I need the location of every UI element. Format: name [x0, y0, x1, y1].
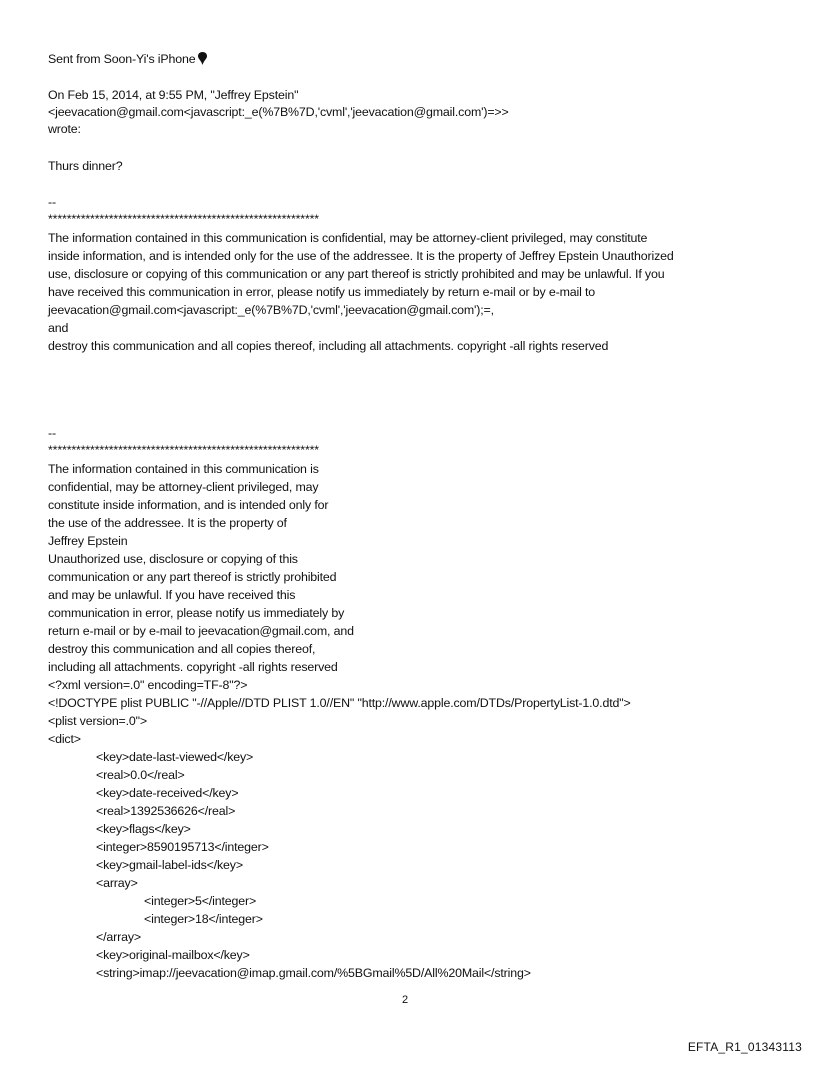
plist-dict-open: <dict>: [48, 732, 81, 746]
disclaimer1-stars: **********************************************************: [48, 212, 319, 226]
disclaimer1-line: use, disclosure or copying of this communication or any part thereof is strictly prohibited and may be unlawful. If you: [48, 267, 665, 281]
pin-icon: [198, 52, 207, 69]
plist-doctype: <!DOCTYPE plist PUBLIC "-//Apple//DTD PLIST 1.0//EN" "http://www.apple.com/DTDs/PropertyList-1.0.dtd">: [48, 696, 631, 710]
plist-key: <key>date-received</key>: [96, 786, 239, 800]
disclaimer2-line: communication in error, please notify us immediately by: [48, 606, 345, 620]
disclaimer1-line: have received this communication in error, please notify us immediately by return e-mail or by e-mail to: [48, 285, 596, 299]
plist-value: <string>imap://jeevacation@imap.gmail.com/%5BGmail%5D/All%20Mail</string>: [96, 966, 531, 980]
plist-array-item: <integer>18</integer>: [144, 912, 263, 926]
disclaimer2-line: the use of the addressee. It is the property of: [48, 516, 287, 530]
disclaimer1-dashes: --: [48, 195, 56, 209]
plist-array-open: <array>: [96, 876, 138, 890]
plist-value: <integer>8590195713</integer>: [96, 840, 269, 854]
message-text: Thurs dinner?: [48, 159, 123, 173]
disclaimer2-line: return e-mail or by e-mail to jeevacation@gmail.com, and: [48, 624, 354, 638]
disclaimer2-line: destroy this communication and all copies thereof,: [48, 642, 316, 656]
plist-xml-declaration: <?xml version=.0" encoding=TF-8"?>: [48, 678, 248, 692]
disclaimer2-stars: **********************************************************: [48, 443, 319, 457]
plist-array-item: <integer>5</integer>: [144, 894, 257, 908]
quote-header-line2: <jeevacation@gmail.com<javascript:_e(%7B%7D,'cvml','jeevacation@gmail.com')=>>: [48, 105, 509, 119]
disclaimer2-dashes: --: [48, 426, 56, 440]
disclaimer2-line: including all attachments. copyright -all rights reserved: [48, 660, 338, 674]
sent-from-text: Sent from Soon-Yi's iPhone: [48, 52, 196, 66]
disclaimer2-line: Unauthorized use, disclosure or copying of this: [48, 552, 298, 566]
plist-value: <real>0.0</real>: [96, 768, 185, 782]
plist-key: <key>flags</key>: [96, 822, 191, 836]
disclaimer1-line: The information contained in this communication is confidential, may be attorney-client privileged, may constitute: [48, 231, 648, 245]
plist-key: <key>date-last-viewed</key>: [96, 750, 254, 764]
plist-key: <key>gmail-label-ids</key>: [96, 858, 243, 872]
plist-key: <key>original-mailbox</key>: [96, 948, 250, 962]
plist-array-close: </array>: [96, 930, 141, 944]
disclaimer2-line: constitute inside information, and is intended only for: [48, 498, 329, 512]
disclaimer2-line: and may be unlawful. If you have received this: [48, 588, 296, 602]
plist-value: <real>1392536626</real>: [96, 804, 236, 818]
disclaimer2-line: The information contained in this communication is: [48, 462, 319, 476]
bates-number: EFTA_R1_01343113: [687, 1040, 802, 1054]
disclaimer2-line: confidential, may be attorney-client privileged, may: [48, 480, 319, 494]
disclaimer1-line: destroy this communication and all copies thereof, including all attachments. copyright -all rights reserved: [48, 339, 609, 353]
disclaimer2-line: communication or any part thereof is strictly prohibited: [48, 570, 337, 584]
quote-header-line3: wrote:: [48, 122, 81, 136]
page-number: 2: [402, 994, 409, 1006]
disclaimer1-line: inside information, and is intended only for the use of the addressee. It is the property of Jeffrey Epstein Unauthorized: [48, 249, 674, 263]
plist-open-tag: <plist version=.0">: [48, 714, 148, 728]
disclaimer1-line: and: [48, 321, 69, 335]
disclaimer1-line: jeevacation@gmail.com<javascript:_e(%7B%7D,'cvml','jeevacation@gmail.com');=,: [48, 303, 494, 317]
sent-from-line: [48, 51, 207, 69]
quote-header-line1: On Feb 15, 2014, at 9:55 PM, "Jeffrey Epstein": [48, 88, 299, 102]
disclaimer2-line: Jeffrey Epstein: [48, 534, 128, 548]
